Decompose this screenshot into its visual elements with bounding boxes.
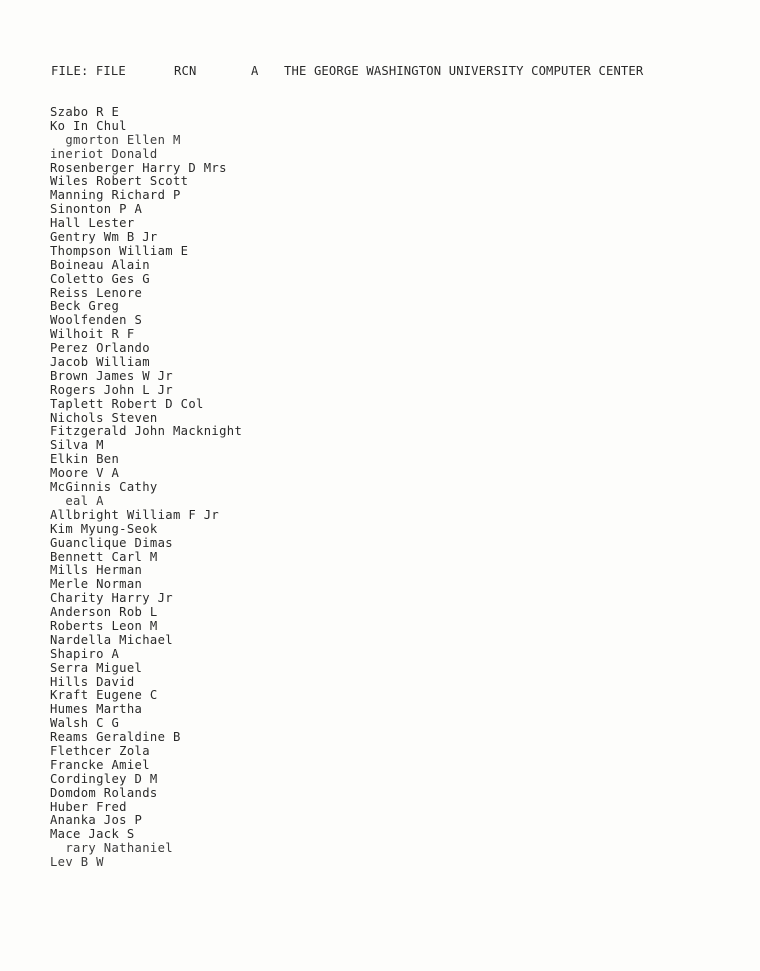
list-item: Humes Martha	[50, 702, 143, 717]
list-item: Thompson William E	[50, 243, 189, 258]
list-item: Reiss Lenore	[50, 285, 143, 300]
list-item: Coletto Ges G	[50, 271, 150, 286]
list-item: Francke Amiel	[50, 757, 150, 772]
list-item: Allbright William F Jr	[50, 507, 220, 522]
list-item: Anderson Rob L	[50, 605, 158, 620]
list-item: Beck Greg	[50, 299, 120, 314]
file-label: FILE: FILE	[51, 64, 126, 78]
organization-name: THE GEORGE WASHINGTON UNIVERSITY COMPUTER CENTER	[284, 64, 644, 78]
list-item: Kraft Eugene C	[50, 688, 158, 703]
list-item: Woolfenden S	[50, 313, 143, 328]
list-item: Merle Norman	[50, 577, 143, 592]
list-item: Moore V A	[50, 466, 120, 481]
list-item: Kim Myung-Seok	[50, 521, 158, 536]
list-item: Elkin Ben	[50, 452, 120, 467]
list-item: Huber Fred	[50, 799, 127, 814]
list-item: Rogers John L Jr	[50, 382, 173, 397]
list-item: Ko In Chul	[50, 118, 127, 133]
list-item: Rosenberger Harry D Mrs	[50, 160, 227, 175]
list-item: Serra Miguel	[50, 660, 143, 675]
list-item: gmorton Ellen M	[50, 132, 181, 147]
list-item: Wilhoit R F	[50, 327, 135, 342]
list-item: Nichols Steven	[50, 410, 158, 425]
list-item: Brown James W Jr	[50, 368, 173, 383]
list-item: Cordingley D M	[50, 771, 158, 786]
list-item: Flethcer Zola	[50, 743, 150, 758]
list-item: Gentry Wm B Jr	[50, 230, 158, 245]
list-item: Szabo R E	[50, 105, 120, 119]
list-item: Silva M	[50, 438, 104, 453]
list-item: Jacob William	[50, 355, 150, 370]
list-item: Hills David	[50, 674, 135, 689]
list-item: Perez Orlando	[50, 341, 150, 356]
list-item: rary Nathaniel	[50, 841, 173, 856]
list-item: Roberts Leon M	[50, 618, 158, 633]
list-item: Hall Lester	[50, 216, 135, 231]
rcn-label: RCN	[174, 64, 197, 78]
list-item: Boineau Alain	[50, 257, 150, 272]
list-item: Mills Herman	[50, 563, 143, 578]
list-item: Ananka Jos P	[50, 813, 143, 828]
list-item: Nardella Michael	[50, 632, 173, 647]
list-item: ineriot Donald	[50, 146, 158, 161]
list-item: Reams Geraldine B	[50, 730, 181, 745]
list-item: Shapiro A	[50, 646, 120, 661]
list-item: Charity Harry Jr	[50, 591, 173, 606]
list-item: Wiles Robert Scott	[50, 174, 189, 189]
list-item: Domdom Rolands	[50, 785, 158, 800]
list-item: McGinnis Cathy	[50, 480, 158, 495]
list-item: Guanclique Dimas	[50, 535, 173, 550]
list-item: Mace Jack S	[50, 827, 135, 842]
name-list	[50, 106, 242, 870]
list-item: Lev B W	[50, 855, 104, 870]
list-item: Manning Richard P	[50, 188, 181, 203]
list-item: Fitzgerald John Macknight	[50, 424, 243, 439]
printout-header	[51, 63, 643, 79]
list-item: Taplett Robert D Col	[50, 396, 204, 411]
list-item: Walsh C G	[50, 716, 120, 731]
code-label: A	[251, 64, 259, 78]
list-item: Bennett Carl M	[50, 549, 158, 564]
list-item: eal A	[50, 493, 104, 508]
list-item: Sinonton P A	[50, 202, 143, 217]
